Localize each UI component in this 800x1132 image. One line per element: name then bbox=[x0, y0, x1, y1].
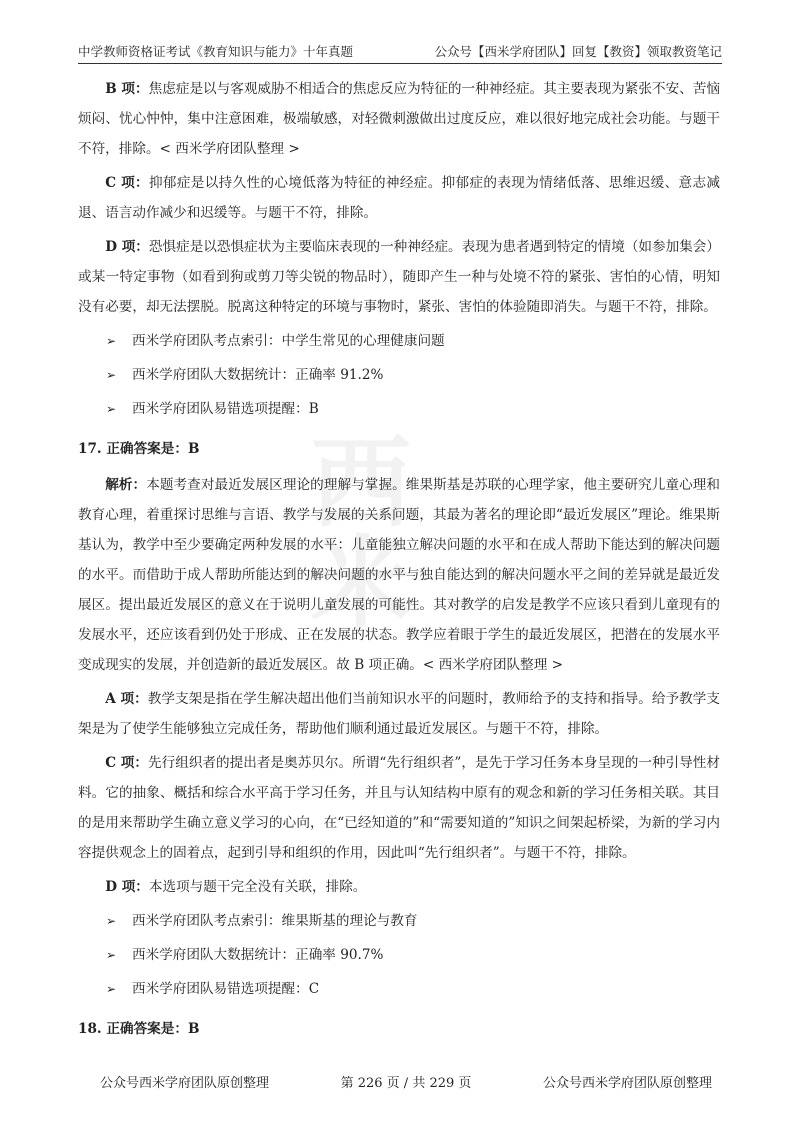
header-promo: 公众号【西米学府团队】回复【教资】领取教资笔记 bbox=[434, 44, 722, 59]
arrow-bullet-icon: ➢ bbox=[106, 402, 117, 416]
arrow-bullet-icon: ➢ bbox=[106, 948, 117, 962]
watermark-logo: 西米 bbox=[294, 430, 411, 630]
q16-bullet-index: ➢ 西米学府团队考点索引：中学生常见的心理健康问题 bbox=[78, 326, 720, 356]
page-number: 第 226 页 / 共 229 页 bbox=[340, 1076, 472, 1091]
q16-bullet-stats: ➢ 西米学府团队大数据统计：正确率 91.2% bbox=[78, 360, 720, 390]
q16-option-d: D 项：恐惧症是以恐惧症状为主要临床表现的一种神经症。表现为患者遇到特定的情境（如参加集会）或某一特定事物（如看到狗或剪刀等尖锐的物品时），随即产生一种与处境不符的紧张、害怕的心情，明知没有必要，却无法摆脱。脱离这种特定的环境与事物时，紧张、害怕的体验随即消失。与题干不符，排除。 bbox=[78, 239, 721, 315]
arrow-bullet-icon: ➢ bbox=[106, 334, 117, 348]
arrow-bullet-icon: ➢ bbox=[106, 914, 117, 928]
page-content bbox=[78, 74, 720, 1050]
q17-answer: 17. 正确答案是：B bbox=[78, 441, 200, 457]
q17-bullet-mistake: ➢ 西米学府团队易错选项提醒：C bbox=[78, 974, 720, 1004]
q16-bullet-mistake: ➢ 西米学府团队易错选项提醒：B bbox=[78, 394, 720, 424]
q17-bullet-stats: ➢ 西米学府团队大数据统计：正确率 90.7% bbox=[78, 940, 720, 970]
page-footer bbox=[100, 1072, 712, 1091]
footer-left: 公众号西米学府团队原创整理 bbox=[100, 1076, 270, 1091]
q17-option-c: C 项：先行组织者的提出者是奥苏贝尔。所谓“先行组织者”，是先于学习任务本身呈现的一种引导性材料。它的抽象、概括和综合水平高于学习任务，并且与认知结构中原有的观念和新的学习任务相关联。其目的是用来帮助学生确立意义学习的心向，在“已经知道的”和“需要知道的”知识之间架起桥梁，为新的学习内容提供观念上的固着点，起到引导和组织的作用，因此叫“先行组织者”。与题干不符，排除。 bbox=[78, 755, 720, 861]
arrow-bullet-icon: ➢ bbox=[106, 368, 117, 382]
q17-option-d: D 项：本选项与题干完全没有关联，排除。 bbox=[105, 879, 367, 895]
header-book-title: 中学教师资格证考试《教育知识与能力》十年真题 bbox=[78, 44, 354, 59]
arrow-bullet-icon: ➢ bbox=[106, 982, 117, 996]
page-header bbox=[78, 38, 722, 64]
q17-option-a: A 项：教学支架是指在学生解决超出他们当前知识水平的问题时，教师给予的支持和指导。给予教学支架是为了使学生能够独立完成任务，帮助他们顺利通过最近发展区。与题干不符，排除。 bbox=[78, 691, 721, 737]
q16-option-b: B 项：焦虑症是以与客观威胁不相适合的焦虑反应为特征的一种神经症。其主要表现为紧张不安、苦恼烦闷、忧心忡忡，集中注意困难，极端敏感，对轻微刺激做出过度反应，难以很好地完成社会功能。与题干不符，排除。< 西米学府团队整理 > bbox=[78, 81, 720, 157]
footer-right: 公众号西米学府团队原创整理 bbox=[542, 1076, 712, 1091]
q16-option-c: C 项：抑郁症是以持久性的心境低落为特征的神经症。抑郁症的表现为情绪低落、思维迟缓、意志减退、语言动作减少和迟缓等。与题干不符，排除。 bbox=[78, 175, 721, 221]
q17-analysis: 解析：本题考查对最近发展区理论的理解与掌握。维果斯基是苏联的心理学家，他主要研究儿童心理和教育心理，着重探讨思维与言语、教学与发展的关系问题，其最为著名的理论即“最近发展区”理论。维果斯基认为，教学中至少要确定两种发展的水平：儿童能独立解决问题的水平和在成人帮助下能达到的解决问题的水平。而借助于成人帮助所能达到的解决问题的水平与独自能达到的解决问题水平之间的差异就是最近发展区。提出最近发展区的意义在于说明儿童发展的可能性。其对教学的启发是教学不应该只看到儿童现有的发展水平，还应该看到仍处于形成、正在发展的状态。教学应着眼于学生的最近发展区，把潜在的发展水平变成现实的发展，并创造新的最近发展区。故 B 项正确。< 西米学府团队整理 > bbox=[78, 477, 721, 673]
q18-answer: 18. 正确答案是：B bbox=[78, 1021, 200, 1037]
q17-bullet-index: ➢ 西米学府团队考点索引：维果斯基的理论与教育 bbox=[78, 906, 720, 936]
